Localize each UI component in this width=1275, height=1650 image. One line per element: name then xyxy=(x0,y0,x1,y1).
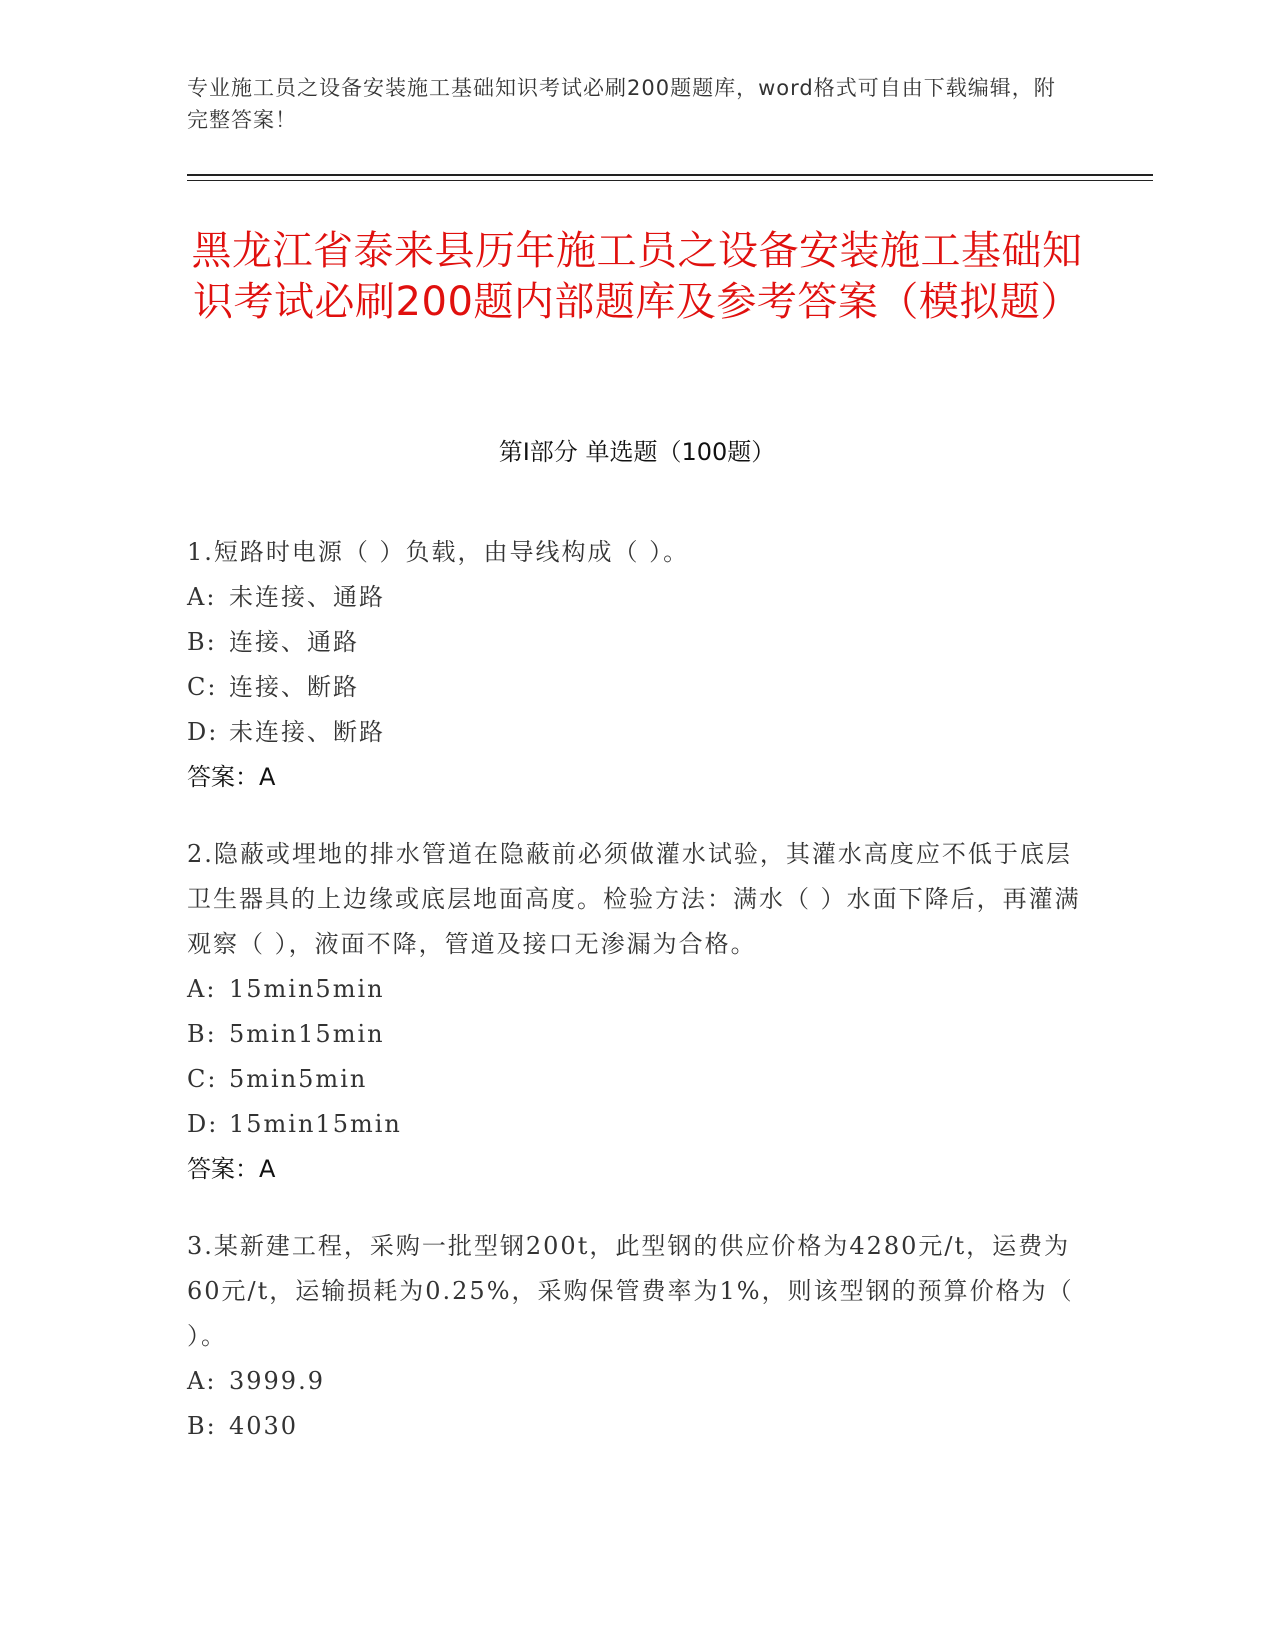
header-note: 专业施工员之设备安装施工基础知识考试必刷200题题库，word格式可自由下载编辑，附完整答案！ xyxy=(187,76,1056,132)
option-letter: A: xyxy=(187,975,217,1003)
option-text: 4030 xyxy=(229,1412,299,1440)
document-title: 黑龙江省泰来县历年施工员之设备安装施工基础知识考试必刷200题内部题库及参考答案（模拟题） xyxy=(191,228,1083,325)
option-d xyxy=(187,1102,1087,1147)
option-text: 未连接、断路 xyxy=(229,718,385,746)
option-text: 3999.9 xyxy=(229,1367,325,1395)
option-a xyxy=(187,575,1087,620)
option-b xyxy=(187,1012,1087,1057)
answer-line: 答案：A xyxy=(187,1155,276,1183)
option-b xyxy=(187,620,1087,665)
option-c xyxy=(187,665,1087,710)
option-text: 15min15min xyxy=(229,1110,402,1138)
option-letter: C: xyxy=(187,1065,218,1093)
question-stem: 2.隐蔽或埋地的排水管道在隐蔽前必须做灌水试验，其灌水高度应不低于底层卫生器具的上边缘或底层地面高度。检验方法：满水（ ）水面下降后，再灌满观察（ ），液面不降，管道及接口无渗漏为合格。 xyxy=(187,840,1081,958)
option-text: 15min5min xyxy=(229,975,385,1003)
option-c xyxy=(187,1057,1087,1102)
answer-line: 答案：A xyxy=(187,763,276,791)
header-rule-thick xyxy=(187,174,1153,176)
option-a xyxy=(187,1359,1087,1404)
header-rule-thin xyxy=(187,180,1153,181)
option-text: 连接、通路 xyxy=(229,628,359,656)
section-title: 第Ⅰ部分 单选题（100题） xyxy=(498,438,776,466)
option-letter: A: xyxy=(187,583,217,611)
option-letter: D: xyxy=(187,718,219,746)
option-letter: B: xyxy=(187,1020,217,1048)
option-d xyxy=(187,710,1087,755)
option-text: 未连接、通路 xyxy=(229,583,385,611)
option-letter: C: xyxy=(187,673,218,701)
option-text: 5min15min xyxy=(229,1020,385,1048)
option-letter: A: xyxy=(187,1367,217,1395)
question-list xyxy=(187,530,1087,1481)
option-letter: D: xyxy=(187,1110,219,1138)
question-stem: 3.某新建工程，采购一批型钢200t，此型钢的供应价格为4280元/t，运费为60元/t，运输损耗为0.25%，采购保管费率为1%，则该型钢的预算价格为（ ）。 xyxy=(187,1232,1074,1350)
question-2 xyxy=(187,832,1087,1192)
option-text: 连接、断路 xyxy=(229,673,359,701)
question-stem: 1.短路时电源（ ）负载，由导线构成（ ）。 xyxy=(187,538,690,566)
question-3 xyxy=(187,1224,1087,1449)
question-1 xyxy=(187,530,1087,800)
option-letter: B: xyxy=(187,628,217,656)
option-letter: B: xyxy=(187,1412,217,1440)
option-a xyxy=(187,967,1087,1012)
option-text: 5min5min xyxy=(229,1065,368,1093)
option-b xyxy=(187,1404,1087,1449)
